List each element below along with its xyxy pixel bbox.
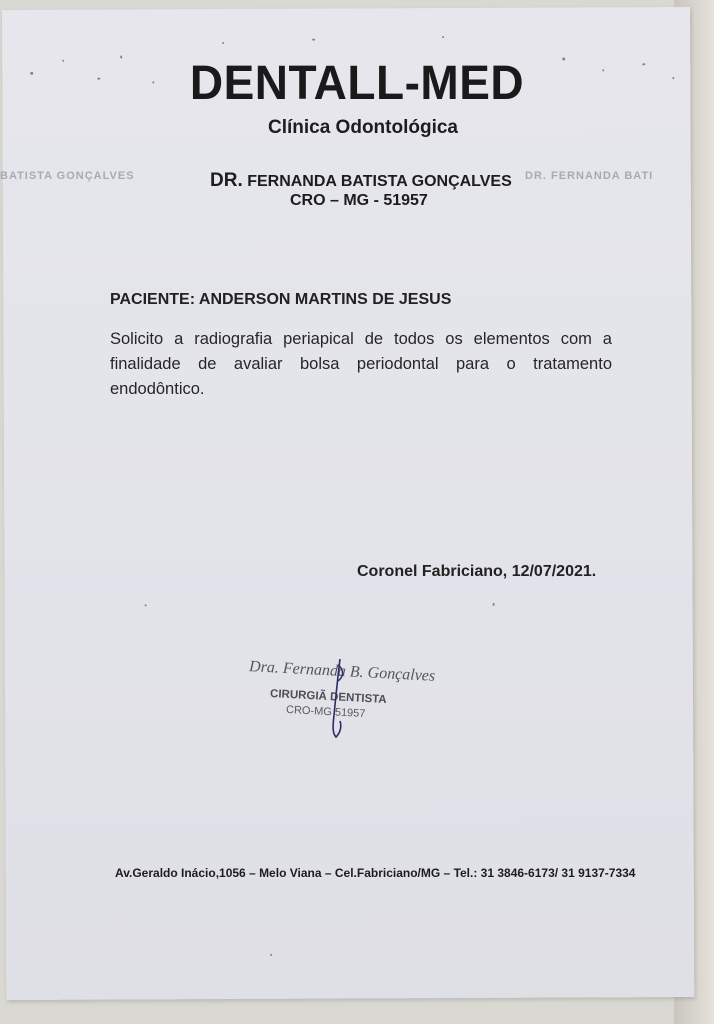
ghost-text-right: DR. FERNANDA BATI [525, 170, 654, 182]
speck [145, 604, 147, 606]
stamp-cro: CRO-MG 51957 [285, 703, 366, 721]
clinic-subtitle: Clínica Odontológica [267, 117, 458, 138]
patient-line: PACIENTE: ANDERSON MARTINS DE JESUS [110, 291, 452, 308]
clinic-brand: DENTALL-MED [189, 54, 525, 110]
speck [312, 39, 315, 41]
speck [442, 36, 444, 38]
request-text: Solicito a radiografia periapical de todos os elementos com a finalidade de avaliar bolsa periodontal para o tratamento endodôntico. [110, 330, 612, 398]
document-page [2, 7, 694, 1000]
speck [270, 954, 272, 956]
stamp-role: CIRURGIÃ DENTISTA [269, 687, 387, 707]
footer-address: Av.Geraldo Inácio,1056 – Melo Viana – Cel.Fabriciano/MG – Tel.: 31 3846-6173/ 31 9137-7334 [115, 866, 636, 880]
handwritten-signature-stroke [240, 655, 440, 745]
doctor-name [210, 170, 512, 192]
speck [493, 603, 495, 606]
stamp-signature-name: Dra. Fernanda B. Gonçalves [248, 658, 436, 685]
doctor-full-name: FERNANDA BATISTA GONÇALVES [247, 173, 512, 190]
ghost-text-left: BATISTA GONÇALVES [0, 170, 135, 182]
speck [222, 42, 224, 44]
doctor-prefix: DR. [210, 170, 243, 191]
signature-stamp [240, 655, 440, 745]
doctor-cro: CRO – MG - 51957 [290, 192, 428, 209]
date-line: Coronel Fabriciano, 12/07/2021. [357, 563, 597, 580]
